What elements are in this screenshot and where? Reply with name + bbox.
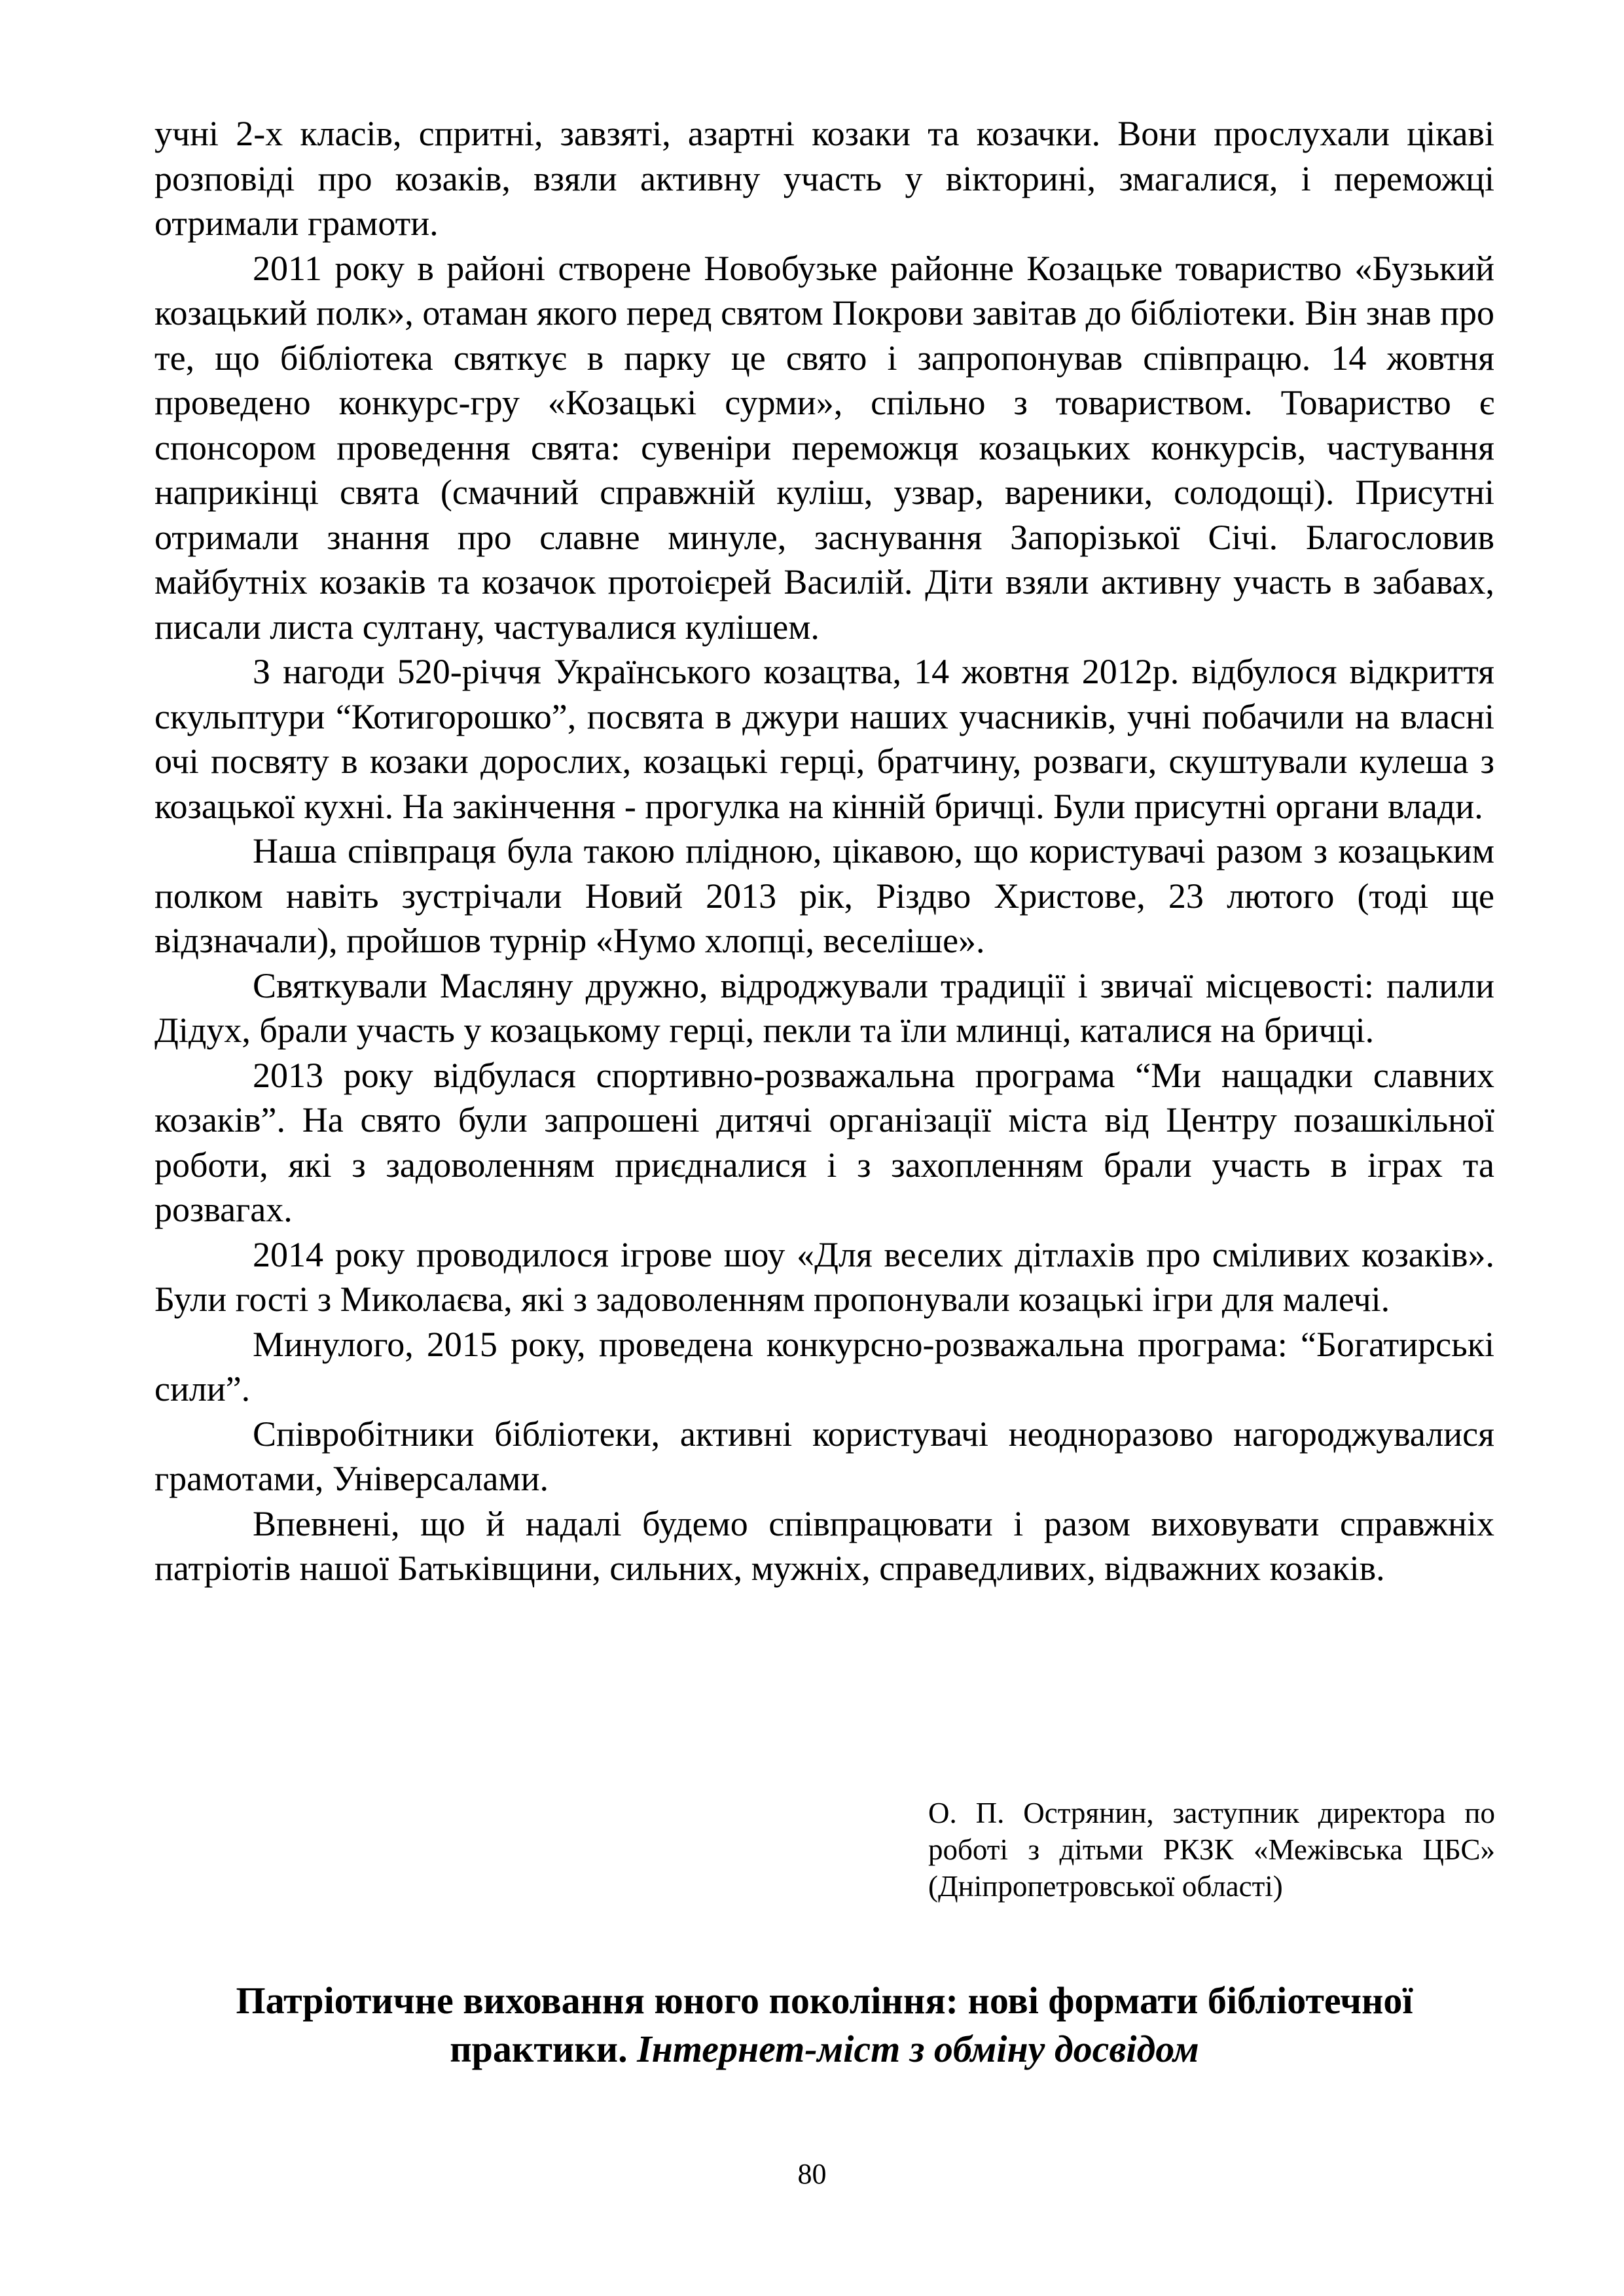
paragraph: 2011 року в районі створене Новобузьке районне Козацьке товариство «Бузький козацький полк», отаман якого перед святом Покрови завітав до бібліотеки. Він знав про те, що бібліотека святкує в парку це свято і запропонував співпрацю. 14 жовтня проведено конкурс-гру «Козацькі сурми», спільно з товариством. Товариство є спонсором проведення свята: сувеніри переможця козацьких конкурсів, частування наприкінці свята (смачний справжній куліш, узвар, вареники, солодощі). Присутні отримали знання про славне минуле, заснування Запорізької Січі. Благословив майбутніх козаків та козачок протоієрей Василій. Діти взяли активну участь в забавах, писали листа султану, частувалися кулішем. [154, 248, 1494, 647]
paragraph: Впевнені, що й надалі будемо співпрацювати і разом виховувати справжніх патріотів нашої Батьківщини, сильних, мужніх, справедливих, відважних козаків. [154, 1503, 1494, 1588]
paragraph: учні 2-х класів, спритні, завзяті, азартні козаки та козачки. Вони прослухали цікаві розповіді про козаків, взяли активну участь у вікторині, змагалися, і переможці отримали грамоти. [154, 114, 1494, 243]
heading-italic-text: Інтернет-міст з обміну досвідом [637, 2028, 1199, 2070]
section-heading [154, 1977, 1494, 2073]
heading-bold-text: Патріотичне виховання юного покоління: нові формати бібліотечної практики. [236, 1979, 1413, 2070]
paragraph: Минулого, 2015 року, проведена конкурсно-розважальна програма: “Богатирські сили”. [154, 1324, 1494, 1408]
paragraph: Наша співпраця була такою плідною, цікавою, що користувачі разом з козацьким полком навіть зустрічали Новий 2013 рік, Різдво Христове, 23 лютого (тоді ще відзначали), пройшов турнір «Нумо хлопці, веселіше». [154, 831, 1494, 960]
paragraph: Святкували Масляну дружно, відроджували традиції і звичаї місцевості: палили Дідух, брали участь у козацькому герці, пекли та їли млинці, каталися на бричці. [154, 965, 1494, 1050]
author-signature: О. П. Острянин, заступник директора по роботі з дітьми РКЗК «Межівська ЦБС» (Дніпропетровської області) [928, 1797, 1495, 1903]
paragraph: З нагоди 520-річчя Українського козацтва, 14 жовтня 2012р. відбулося відкриття скульптури “Котигорошко”, посвята в джури наших учасників, учні побачили на власні очі посвяту в козаки дорослих, козацькі герці, братчину, розваги, скуштували кулеша з козацької кухні. На закінчення - прогулка на кінній бричці. Були присутні органи влади. [154, 652, 1494, 826]
paragraph: 2013 року відбулася спортивно-розважальна програма “Ми нащадки славних козаків”. На свято були запрошені дитячі організації міста від Центру позашкільної роботи, які з задоволенням приєдналися і з захопленням брали участь в іграх та розвагах. [154, 1055, 1494, 1229]
article-body [154, 111, 1494, 1591]
page-number: 80 [797, 2158, 827, 2190]
paragraph: 2014 року проводилося ігрове шоу «Для веселих дітлахів про сміливих козаків». Були гості з Миколаєва, які з задоволенням пропонували козацькі ігри для малечі. [154, 1234, 1494, 1319]
paragraph: Співробітники бібліотеки, активні користувачі неодноразово нагороджувалися грамотами, Універсалами. [154, 1414, 1494, 1498]
